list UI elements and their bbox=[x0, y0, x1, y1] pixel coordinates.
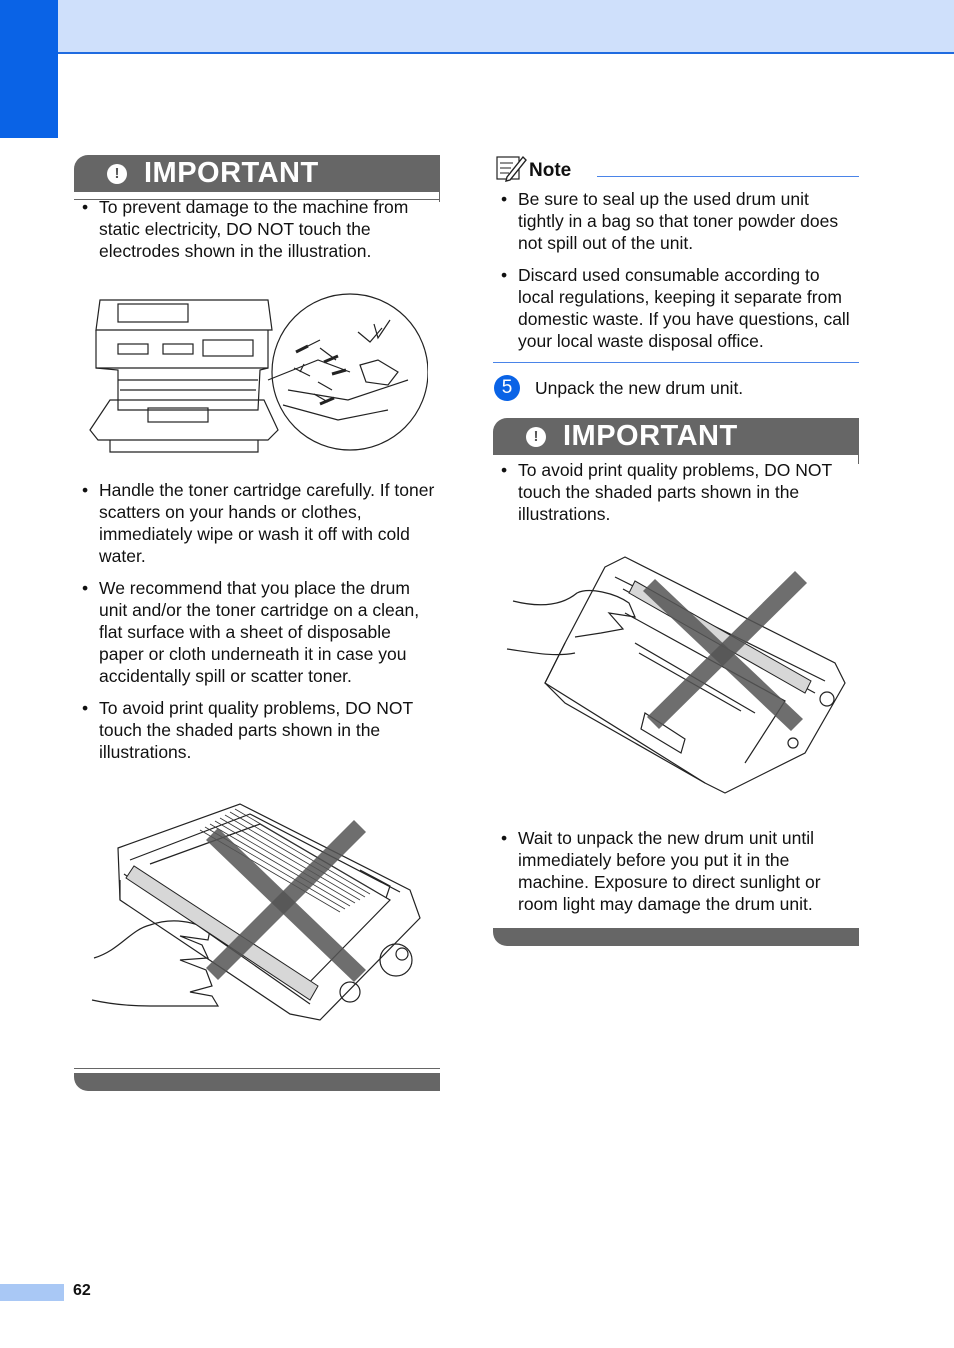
important-header bbox=[74, 155, 440, 192]
note-pencil-icon bbox=[495, 153, 527, 183]
important-footer bbox=[74, 1073, 440, 1091]
header-band bbox=[0, 0, 954, 54]
note-title: Note bbox=[529, 160, 572, 181]
toner-cartridge-illustration bbox=[90, 800, 430, 1028]
important-title: IMPORTANT bbox=[144, 157, 319, 189]
chapter-tab bbox=[0, 0, 58, 138]
divider bbox=[74, 1068, 440, 1069]
footer-tab bbox=[0, 1284, 64, 1301]
important-footer bbox=[493, 928, 859, 946]
page-number: 62 bbox=[73, 1282, 91, 1299]
divider bbox=[439, 192, 440, 202]
step-number: 5 bbox=[494, 375, 520, 401]
important-icon: ! bbox=[526, 427, 546, 447]
divider bbox=[858, 455, 859, 464]
important-header bbox=[493, 418, 859, 455]
important-icon: ! bbox=[107, 164, 127, 184]
important-title: IMPORTANT bbox=[563, 420, 738, 452]
divider bbox=[597, 176, 859, 177]
divider bbox=[493, 362, 859, 363]
machine-electrodes-illustration bbox=[88, 290, 428, 458]
drum-unit-illustration bbox=[505, 553, 853, 805]
step-text: Unpack the new drum unit. bbox=[535, 378, 744, 398]
